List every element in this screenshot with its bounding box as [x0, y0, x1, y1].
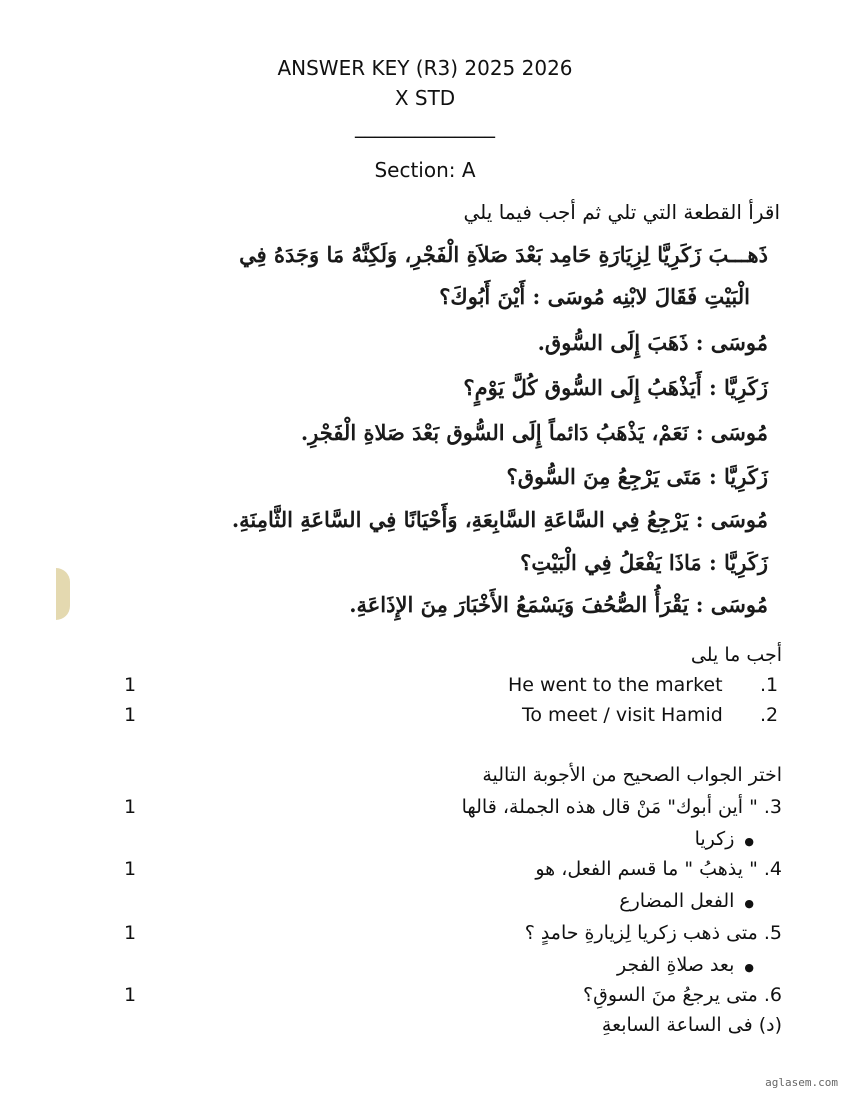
answer-1: He went to the market [508, 674, 723, 696]
marks-2: 1 [124, 704, 137, 726]
marks-4: 1 [124, 858, 137, 880]
answer-key-title: ANSWER KEY (R3) 2025 2026 [277, 56, 573, 80]
answer-5: ● بعد صلاةِ الفجر [617, 954, 754, 976]
title-divider: ______________ [355, 114, 495, 138]
passage-line: الْبَيْتِ فَقَالَ لابْنِه مُوسَى : أَيْنَ أَبُوكَ؟ [439, 284, 750, 309]
source-watermark[interactable]: aglasem.com [765, 1076, 838, 1089]
answer-6: (د) فى الساعة السابعةِ [601, 1014, 782, 1036]
reading-passage [58, 232, 768, 627]
question-number-2: .2 [760, 704, 779, 726]
section-label: Section: A [374, 158, 476, 182]
passage-line: زَكَرِيَّا : مَتَى يَرْجِعُ مِنَ السُّوق؟ [506, 464, 768, 489]
question-number-1: .1 [760, 674, 779, 696]
marks-1: 1 [124, 674, 137, 696]
part2-heading: اختر الجواب الصحيح من الأجوبة التالية [482, 764, 782, 786]
marks-5: 1 [124, 922, 137, 944]
answer-4: ● الفعل المضارع [619, 890, 754, 912]
question-6: 6. متى يرجعُ منَ السوقِ؟ [583, 984, 782, 1006]
passage-line: زَكَرِيَّا : مَاذَا يَفْعَلُ فِي الْبَيْتِ؟ [520, 550, 768, 575]
question-3: 3. " أين أبوك" مَنْ قال هذه الجملة، قالها [461, 796, 782, 818]
passage-line: ذَهـــبَ زَكَرِيَّا لِزِيَارَةِ حَامِد بَعْدَ صَلاَةِ الْفَجْرِ، وَلَكِنَّهُ مَا وَجَدَهُ فِي [239, 242, 768, 267]
scan-artifact [56, 568, 70, 620]
part1-heading: أجب ما يلى [690, 644, 782, 666]
passage-line: مُوسَى : نَعَمْ، يَذْهَبُ دَائماً إِلَى السُّوق بَعْدَ صَلاةِ الْفَجْرِ. [300, 420, 768, 445]
answer-2: To meet / visit Hamid [522, 704, 723, 726]
marks-3: 1 [124, 796, 137, 818]
question-4: 4. " يذهبُ " ما قسم الفعل، هو [535, 858, 782, 880]
marks-6: 1 [124, 984, 137, 1006]
passage-line: مُوسَى : يَقْرَأُ الصُّحُفَ وَيَسْمَعُ الأَخْبَارَ مِنَ الإِذَاعَةِ. [349, 592, 768, 617]
answer-3: ● زكريا [695, 828, 754, 850]
class-label: X STD [394, 86, 456, 110]
passage-line: مُوسَى : ذَهَبَ إِلَى السُّوق. [537, 330, 768, 355]
reading-instruction: اقرأ القطعة التي تلي ثم أجب فيما يلي [463, 200, 780, 224]
question-5: 5. متى ذهب زكريا لِزيارةِ حامدٍ ؟ [524, 922, 782, 944]
passage-line: مُوسَى : يَرْجِعُ فِي السَّاعَةِ السَّابِعَةِ، وَأَحْيَانًا فِي السَّاعَةِ الثَّامِنَةِ. [231, 507, 768, 532]
passage-line: زَكَرِيَّا : أَيَذْهَبُ إِلَى السُّوق كُلَّ يَوْمٍ؟ [463, 375, 768, 400]
